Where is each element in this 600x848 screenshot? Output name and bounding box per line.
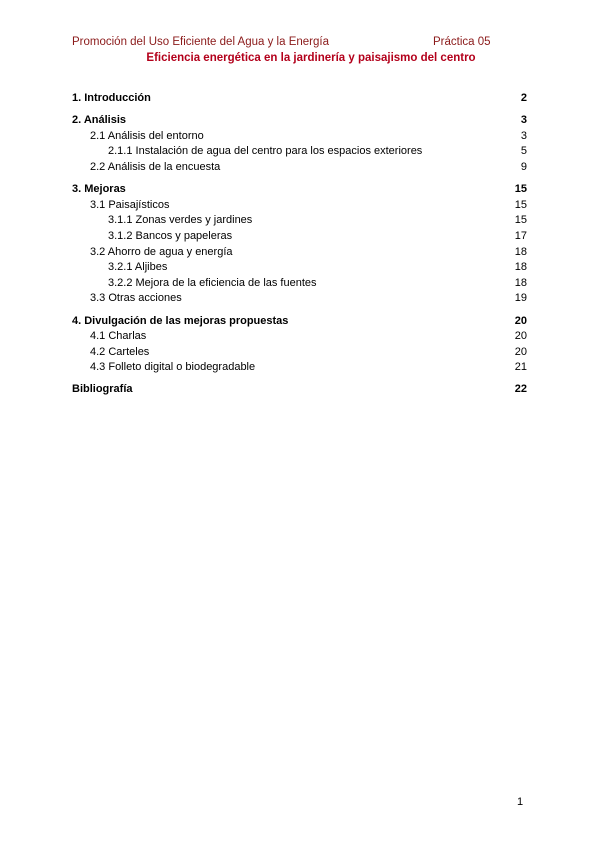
toc-entry-page: 20 (514, 314, 527, 327)
toc-entry-title: 4.3 Folleto digital o biodegradable (90, 361, 256, 374)
toc-entry-title: 1. Introducción (72, 92, 151, 104)
toc-entry-page: 15 (514, 214, 527, 227)
toc-entry-page: 20 (514, 330, 527, 343)
toc-entry-title: Bibliografía (72, 383, 133, 396)
toc-entry-title: 3.2 Ahorro de agua y energía (90, 245, 233, 258)
toc-entry-page: 18 (514, 245, 527, 258)
toc-entry[interactable] (72, 91, 527, 107)
toc-entry-title: 2. Análisis (72, 114, 127, 127)
toc-entry[interactable] (72, 291, 527, 307)
toc-entry[interactable] (72, 229, 527, 245)
toc-entry-title: 4. Divulgación de las mejoras propuestas (72, 314, 289, 327)
toc-entry-page: 22 (514, 383, 527, 396)
toc-entry[interactable] (72, 382, 527, 398)
toc-entry[interactable] (72, 276, 527, 292)
toc-entry[interactable] (72, 160, 527, 176)
toc-entry[interactable] (72, 345, 527, 361)
toc-entry-page: 18 (514, 276, 527, 289)
toc-entry-page: 9 (520, 160, 527, 173)
toc-entry-page: 3 (520, 114, 527, 127)
toc-entry[interactable] (72, 314, 527, 330)
toc-entry[interactable] (72, 113, 527, 129)
toc-entry-page: 20 (514, 345, 527, 358)
toc-entry-title: 3.3 Otras acciones (90, 292, 182, 305)
toc-entry-title: 3.2.2 Mejora de la eficiencia de las fuentes (108, 276, 317, 289)
toc-entry[interactable] (72, 360, 527, 376)
toc-entry-page: 19 (514, 292, 527, 305)
toc-entry-title: 4.1 Charlas (90, 330, 147, 343)
toc-entry-page: 21 (514, 361, 527, 374)
toc-entry-page: 18 (514, 261, 527, 274)
toc-entry[interactable] (72, 198, 527, 214)
toc-entry[interactable] (72, 129, 527, 145)
header-course-title: Promoción del Uso Eficiente del Agua y la Energía (72, 36, 329, 48)
toc-entry-title: 2.1 Análisis del entorno (90, 129, 204, 142)
toc-entry-page: 5 (520, 145, 527, 158)
toc-entry-title: 4.2 Carteles (90, 345, 150, 358)
toc-entry[interactable] (72, 213, 527, 229)
toc-entry-title: 3.1 Paisajísticos (90, 198, 170, 211)
toc-entry-title: 2.2 Análisis de la encuesta (90, 160, 221, 173)
toc-entry[interactable] (72, 329, 527, 345)
document-subtitle: Eficiencia energética en la jardinería y paisajismo del centro (146, 52, 476, 64)
toc-entry-title: 2.1.1 Instalación de agua del centro para los espacios exteriores (108, 145, 423, 158)
toc-entry-page: 15 (514, 198, 527, 211)
page-number: 1 (517, 796, 524, 808)
toc-entry-page: 2 (520, 92, 527, 104)
header-practice-number: Práctica 05 (433, 36, 491, 48)
toc-entry-page: 17 (514, 229, 527, 242)
table-of-contents (72, 91, 527, 398)
toc-entry-page: 3 (520, 129, 527, 142)
toc-entry-page: 15 (514, 183, 527, 196)
toc-entry-title: 3.2.1 Aljibes (108, 261, 168, 274)
toc-entry-title: 3.1.1 Zonas verdes y jardines (108, 214, 253, 227)
toc-entry[interactable] (72, 182, 527, 198)
toc-entry-title: 3. Mejoras (72, 183, 126, 196)
toc-entry[interactable] (72, 245, 527, 261)
toc-entry[interactable] (72, 144, 527, 160)
toc-entry-title: 3.1.2 Bancos y papeleras (108, 229, 233, 242)
toc-entry[interactable] (72, 260, 527, 276)
